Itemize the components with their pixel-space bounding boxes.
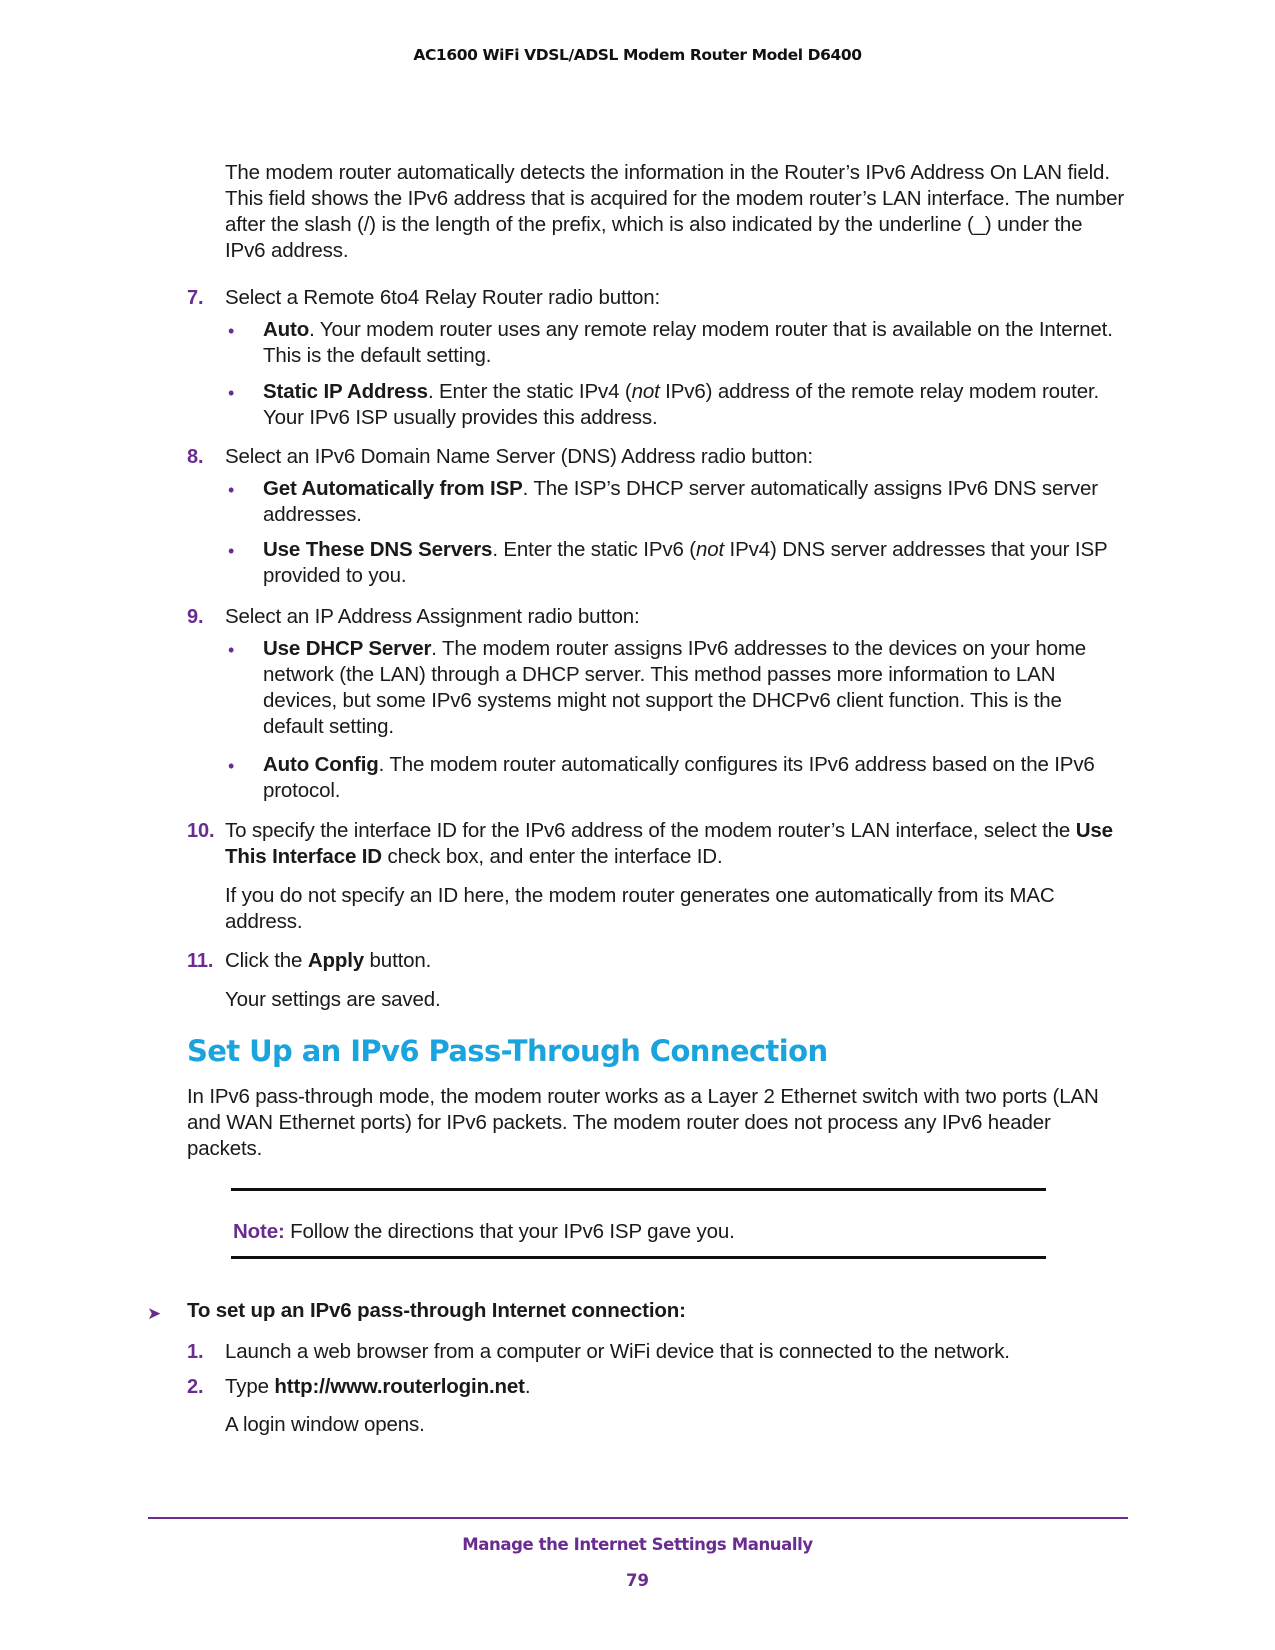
bullet-item: Get Automatically from ISP. The ISP’s DHCP server automatically assigns IPv6 DNS server addresses. (263, 477, 1098, 526)
step-text: Launch a web browser from a computer or WiFi device that is connected to the network. (225, 1340, 1010, 1363)
bullet-item: Auto Config. The modem router automatically configures its IPv6 address based on the IPv6 protocol. (263, 753, 1095, 802)
footer-chapter-title: Manage the Internet Settings Manually (462, 1535, 813, 1554)
step-followup: A login window opens. (225, 1413, 425, 1436)
bullet-term: Static IP Address (263, 380, 428, 403)
step-text: Select an IP Address Assignment radio button: (225, 605, 640, 628)
step-text: Click the Apply button. (225, 949, 432, 972)
url-text: http://www.routerlogin.net (274, 1375, 525, 1398)
bullet-item: Static IP Address. Enter the static IPv4 (not IPv6) address of the remote relay modem router. Your IPv6 ISP usually provides this address. (263, 380, 1100, 429)
bullet-icon: • (228, 321, 235, 341)
footer-divider (148, 1517, 1128, 1519)
section-paragraph: In IPv6 pass-through mode, the modem router works as a Layer 2 Ethernet switch with two ports (LAN and WAN Ethernet ports) for IPv6 packets. The modem router does not process any IPv6 header packets. (187, 1085, 1099, 1160)
bullet-term: Auto Config (263, 753, 379, 776)
step-number: 9. (187, 606, 204, 628)
step-number: 11. (187, 950, 214, 972)
bullet-icon: • (228, 756, 235, 776)
bullet-term: Get Automatically from ISP (263, 477, 523, 500)
section-heading: Set Up an IPv6 Pass-Through Connection (187, 1034, 828, 1068)
bullet-term: Use DHCP Server (263, 637, 432, 660)
step-text: Select an IPv6 Domain Name Server (DNS) Address radio button: (225, 445, 813, 468)
bullet-item: Use These DNS Servers. Enter the static IPv6 (not IPv4) DNS server addresses that your ISP provided to you. (263, 538, 1108, 587)
note-label: Note: (233, 1220, 285, 1243)
bullet-term: Auto (263, 318, 310, 341)
step-followup: Your settings are saved. (225, 988, 441, 1011)
note-bottom-divider (231, 1256, 1046, 1259)
step-text: Select a Remote 6to4 Relay Router radio button: (225, 286, 661, 309)
step-number: 1. (187, 1341, 204, 1363)
step-number: 2. (187, 1376, 204, 1398)
step-number: 10. (187, 820, 215, 842)
step-number: 7. (187, 287, 204, 309)
step-text: To specify the interface ID for the IPv6 address of the modem router’s LAN interface, select the Use This Interface ID check box, and enter the interface ID. (225, 819, 1113, 868)
bullet-icon: • (228, 480, 235, 500)
step-text: Type http://www.routerlogin.net. (225, 1375, 531, 1398)
step-number: 8. (187, 446, 204, 468)
bullet-icon: • (228, 541, 235, 561)
bullet-icon: • (228, 640, 235, 660)
note-box: Note: Follow the directions that your IPv6 ISP gave you. (233, 1220, 735, 1243)
arrow-right-icon: ➤ (147, 1304, 162, 1323)
note-top-divider (231, 1188, 1046, 1191)
procedure-title: To set up an IPv6 pass-through Internet connection: (187, 1299, 686, 1322)
bullet-icon: • (228, 383, 235, 403)
step-followup: If you do not specify an ID here, the modem router generates one automatically from its MAC address. (225, 884, 1055, 933)
intro-paragraph: The modem router automatically detects the information in the Router’s IPv6 Address On LAN field. This field shows the IPv6 address that is acquired for the modem router’s LAN interface. The number after the slash (/) is the length of the prefix, which is also indicated by the underline (_) under the IPv6 address. (225, 161, 1124, 262)
page-number: 79 (626, 1571, 649, 1590)
bullet-term: Use These DNS Servers (263, 538, 493, 561)
bullet-item: Auto. Your modem router uses any remote relay modem router that is available on the Internet. This is the default setting. (263, 318, 1113, 367)
bullet-item: Use DHCP Server. The modem router assigns IPv6 addresses to the devices on your home network (the LAN) through a DHCP server. This method passes more information to LAN devices, but some IPv6 systems might not support the DHCPv6 client function. This is the default setting. (263, 637, 1087, 738)
document-header: AC1600 WiFi VDSL/ADSL Modem Router Model D6400 (413, 46, 862, 64)
